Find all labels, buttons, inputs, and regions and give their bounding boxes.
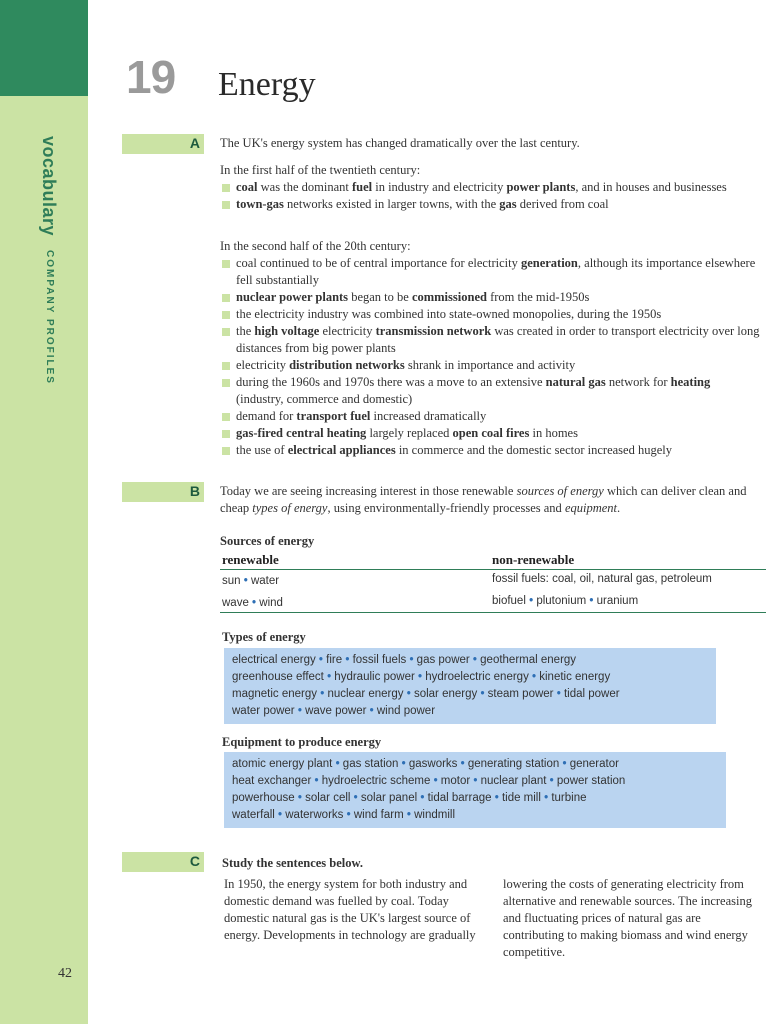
nonrenewable-row <box>492 595 638 607</box>
vocabulary-term: generator <box>569 758 619 770</box>
term-row <box>232 652 708 669</box>
bullet-dot-icon: • <box>553 688 564 700</box>
types-heading: Types of energy <box>222 630 306 644</box>
bullet-dot-icon: • <box>477 688 488 700</box>
term-row <box>232 773 718 790</box>
vocabulary-term: biofuel <box>492 595 526 607</box>
unit-number: 19 <box>126 51 176 103</box>
page-number: 42 <box>58 966 72 981</box>
vocabulary-term: hydraulic power <box>334 671 415 683</box>
vocabulary-term: generating station <box>467 758 560 770</box>
table-rule-top <box>220 569 766 570</box>
bullet-dot-icon: • <box>248 597 260 609</box>
vocabulary-term: hydroelectric scheme <box>321 775 431 787</box>
vocabulary-term: atomic energy plant <box>232 758 333 770</box>
bullet-item: coal was the dominant fuel in industry and electricity power plants, and in houses and businesses <box>220 179 760 196</box>
vocabulary-term: solar panel <box>360 792 418 804</box>
bullet-dot-icon: • <box>294 792 306 804</box>
vocabulary-term: geothermal energy <box>480 654 577 666</box>
renewable-heading: renewable <box>222 552 279 567</box>
section-c-column-1: In 1950, the energy system for both industry and domestic demand was fuelled by coal. Today domestic natural gas is the UK's largest source of energy. Developments in technology are gradually <box>224 877 476 942</box>
bullet-dot-icon: • <box>317 688 328 700</box>
sidebar-sub-label: COMPANY PROFILES <box>44 250 55 386</box>
bullet-item: the use of electrical appliances in commerce and the domestic sector increased hugely <box>220 442 760 459</box>
bullet-item: during the 1960s and 1970s there was a move to an extensive natural gas network for heating (industry, commerce and domestic) <box>220 374 760 408</box>
side-band-header-block <box>0 0 88 96</box>
vocabulary-term: solar energy <box>413 688 478 700</box>
vocabulary-term: wind power <box>376 705 436 717</box>
first-half-heading: In the first half of the twentieth century: <box>220 163 421 177</box>
side-band-label <box>38 136 59 385</box>
bullet-dot-icon: • <box>350 792 361 804</box>
equipment-heading: Equipment to produce energy <box>222 735 382 749</box>
bullet-dot-icon: • <box>366 705 377 717</box>
vocabulary-term: gas station <box>342 758 399 770</box>
nonrenewable-row <box>492 573 712 585</box>
first-half-list <box>220 179 760 213</box>
bullet-dot-icon: • <box>457 758 468 770</box>
types-of-energy-box <box>224 648 716 724</box>
section-a-marker <box>122 134 204 154</box>
vocabulary-term: waterfall <box>232 809 275 821</box>
section-b-label: B <box>189 483 200 499</box>
vocabulary-term: tide mill <box>501 792 541 804</box>
equipment-box <box>224 752 726 828</box>
bullet-dot-icon: • <box>403 688 414 700</box>
vocabulary-term: greenhouse effect <box>232 671 324 683</box>
vocabulary-term: nuclear plant <box>480 775 547 787</box>
vocabulary-term: turbine <box>551 792 587 804</box>
bullet-dot-icon: • <box>323 671 335 683</box>
vocabulary-term: tidal power <box>563 688 620 700</box>
renewable-row <box>222 597 283 609</box>
bullet-dot-icon: • <box>469 654 481 666</box>
second-half-heading: In the second half of the 20th century: <box>220 239 411 253</box>
section-a-label: A <box>189 135 200 151</box>
vocabulary-term: nuclear energy <box>327 688 404 700</box>
bullet-dot-icon: • <box>586 595 597 607</box>
vocabulary-term: powerhouse <box>232 792 295 804</box>
term-row <box>232 756 718 773</box>
vocabulary-term: water power <box>232 705 295 717</box>
vocabulary-term: electrical energy <box>232 654 316 666</box>
term-row <box>232 703 708 720</box>
vocabulary-term: waterworks <box>285 809 344 821</box>
term-row <box>232 669 708 686</box>
bullet-dot-icon: • <box>546 775 557 787</box>
vocabulary-term: solar cell <box>305 792 351 804</box>
second-half-list <box>220 255 760 459</box>
bullet-item: nuclear power plants began to be commissioned from the mid-1950s <box>220 289 760 306</box>
vocabulary-term: fossil fuels: coal, oil, natural gas, petroleum <box>492 573 712 585</box>
vocabulary-term: plutonium <box>536 595 587 607</box>
vocabulary-term: power station <box>556 775 626 787</box>
bullet-item: town-gas networks existed in larger towns, with the gas derived from coal <box>220 196 760 213</box>
vocabulary-term: water <box>250 575 280 587</box>
vocabulary-term: wave power <box>305 705 367 717</box>
sidebar-main-label: vocabulary <box>39 136 59 237</box>
unit-title: Energy <box>218 66 316 103</box>
vocabulary-term: windmill <box>414 809 456 821</box>
bullet-item: coal continued to be of central importance for electricity generation, although its importance elsewhere fell substantially <box>220 255 760 289</box>
vocabulary-term: uranium <box>596 595 639 607</box>
table-rule-bottom <box>220 612 766 613</box>
bullet-dot-icon: • <box>406 654 417 666</box>
section-a-intro: The UK's energy system has changed dramatically over the last century. <box>220 136 580 150</box>
vocabulary-term: wave <box>222 597 249 609</box>
term-row <box>232 807 718 824</box>
section-c-column-2: lowering the costs of generating electricity from alternative and renewable sources. The increasing and fluctuating prices of natural gas are contributing to making biomass and wind energy competitive. <box>503 877 752 959</box>
bullet-dot-icon: • <box>491 792 502 804</box>
section-c-heading: Study the sentences below. <box>222 856 363 870</box>
vocabulary-term: magnetic energy <box>232 688 318 700</box>
vocabulary-term: gas power <box>416 654 470 666</box>
bullet-dot-icon: • <box>403 809 415 821</box>
bullet-item: gas-fired central heating largely replaced open coal fires in homes <box>220 425 760 442</box>
term-row <box>232 686 708 703</box>
vocabulary-term: fire <box>326 654 343 666</box>
nonrenewable-heading: non-renewable <box>492 552 575 567</box>
bullet-dot-icon: • <box>274 809 286 821</box>
sources-heading: Sources of energy <box>220 534 315 548</box>
section-c-label: C <box>189 853 200 869</box>
vocabulary-term: tidal barrage <box>427 792 492 804</box>
bullet-dot-icon: • <box>398 758 409 770</box>
vocabulary-term: wind farm <box>353 809 404 821</box>
vocabulary-term: gasworks <box>408 758 458 770</box>
bullet-item: demand for transport fuel increased dramatically <box>220 408 760 425</box>
section-b-intro: Today we are seeing increasing interest in those renewable sources of energy which can deliver clean and cheap types of energy, using environmentally-friendly processes and equipment. <box>220 484 747 515</box>
second-half-block <box>220 238 760 459</box>
bullet-dot-icon: • <box>414 671 426 683</box>
section-b-marker <box>122 482 204 502</box>
vocabulary-term: kinetic energy <box>539 671 611 683</box>
bullet-item: the high voltage electricity transmission network was created in order to transport electricity over long distances from big power plants <box>220 323 760 357</box>
bullet-dot-icon: • <box>470 775 481 787</box>
bullet-dot-icon: • <box>430 775 441 787</box>
bullet-dot-icon: • <box>417 792 428 804</box>
bullet-dot-icon: • <box>559 758 570 770</box>
bullet-dot-icon: • <box>540 792 552 804</box>
first-half-block <box>220 162 760 213</box>
bullet-dot-icon: • <box>240 575 251 587</box>
bullet-dot-icon: • <box>343 809 354 821</box>
bullet-dot-icon: • <box>528 671 540 683</box>
bullet-dot-icon: • <box>525 595 537 607</box>
vocabulary-term: wind <box>259 597 283 609</box>
vocabulary-term: motor <box>440 775 471 787</box>
bullet-dot-icon: • <box>294 705 306 717</box>
bullet-dot-icon: • <box>311 775 322 787</box>
bullet-dot-icon: • <box>315 654 327 666</box>
term-row <box>232 790 718 807</box>
bullet-item: the electricity industry was combined into state-owned monopolies, during the 1950s <box>220 306 760 323</box>
vocabulary-term: sun <box>222 575 241 587</box>
section-c-marker <box>122 852 204 872</box>
vocabulary-term: steam power <box>487 688 554 700</box>
renewable-row <box>222 575 279 587</box>
vocabulary-term: hydroelectric energy <box>425 671 529 683</box>
bullet-dot-icon: • <box>342 654 353 666</box>
vocabulary-term: fossil fuels <box>352 654 407 666</box>
vocabulary-term: heat exchanger <box>232 775 312 787</box>
bullet-item: electricity distribution networks shrank in importance and activity <box>220 357 760 374</box>
bullet-dot-icon: • <box>332 758 343 770</box>
